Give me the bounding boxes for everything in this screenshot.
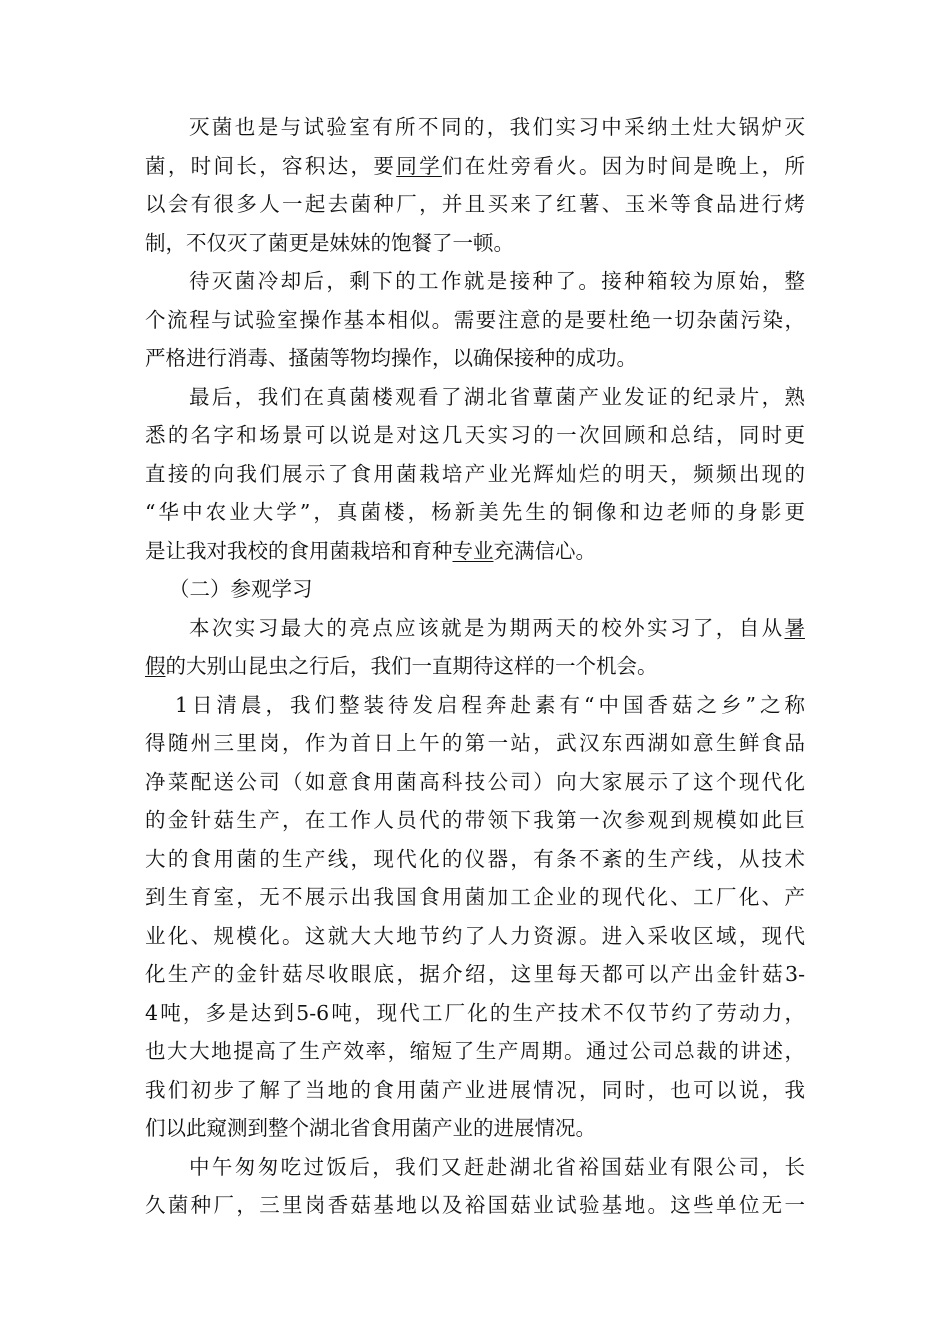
- paragraph-2-line-1: 待灭菌冷却后，剩下的工作就是接种了。接种箱较为原始，整: [189, 269, 805, 293]
- paragraph-3-line-4: “华中农业大学”，真菌楼，杨新美先生的铜像和边老师的身影更: [145, 500, 805, 524]
- paragraph-2-line-3: 严格进行消毒、搔菌等物均操作，以确保接种的成功。: [145, 346, 637, 370]
- paragraph-3-line-5: [145, 532, 805, 571]
- paragraph-5-line-11: 我们初步了解了当地的食用菌产业进展情况，同时，也可以说，我: [145, 1077, 805, 1102]
- text-span: 菌，时间长，容积达，要: [145, 153, 397, 178]
- paragraph-6-line-1: 中午匆匆吃过饭后，我们又赶赴湖北省裕国菇业有限公司，长: [189, 1154, 805, 1179]
- hyperlink-jia[interactable]: 假: [145, 654, 166, 678]
- paragraph-5-line-9: 4吨，多是达到5-6吨，现代工厂化的生产技术不仅节约了劳动力，: [145, 1000, 805, 1025]
- section-heading: （二）参观学习: [169, 577, 313, 601]
- paragraph-5-line-4: 的金针菇生产，在工作人员代的带领下我第一次参观到规模如此巨: [145, 808, 805, 832]
- paragraph-6-line-2: 久菌种厂，三里岗香菇基地以及裕国菇业试验基地。这些单位无一: [145, 1193, 805, 1217]
- document-body: [145, 108, 805, 1225]
- paragraph-5-line-7: 业化、规模化。这就大大地节约了人力资源。进入采收区域，现代: [145, 923, 805, 948]
- paragraph-3-line-2: 悉的名字和场景可以说是对这几天实习的一次回顾和总结，同时更: [145, 423, 805, 447]
- paragraph-5-line-3: 净菜配送公司（如意食用菌高科技公司）向大家展示了这个现代化: [145, 769, 805, 794]
- paragraph-5-line-2: 得随州三里岗，作为首日上午的第一站，武汉东西湖如意生鲜食品: [145, 731, 805, 755]
- text-span: 是让我对我校的食用菌栽培和育种: [145, 538, 453, 563]
- hyperlink-zhuanye[interactable]: 专业: [452, 538, 494, 563]
- hyperlink-tongxue[interactable]: 同学: [396, 153, 442, 178]
- paragraph-4-line-2: [145, 647, 805, 686]
- paragraph-5-line-10: 也大大地提高了生产效率，缩短了生产周期。通过公司总裁的讲述，: [145, 1039, 805, 1063]
- hyperlink-shu[interactable]: 暑: [784, 615, 805, 640]
- paragraph-1-line-4: 制，不仅灭了菌更是妹妹的饱餐了一顿。: [145, 230, 514, 255]
- paragraph-5-line-5: 大的食用菌的生产线，现代化的仪器，有条不紊的生产线，从技术: [145, 846, 805, 871]
- paragraph-3-line-3: 直接的向我们展示了食用菌栽培产业光辉灿烂的明天，频频出现的: [145, 461, 805, 486]
- paragraph-1-line-2: [145, 147, 805, 186]
- paragraph-5-line-8: 化生产的金针菇尽收眼底，据介绍，这里每天都可以产出金针菇3-: [145, 962, 805, 986]
- paragraph-3-line-1: 最后，我们在真菌楼观看了湖北省蕈菌产业发证的纪录片，熟: [189, 384, 805, 409]
- text-span: 本次实习最大的亮点应该就是为期两天的校外实习了，自从: [189, 615, 785, 640]
- text-span: 充满信心。: [493, 538, 596, 563]
- paragraph-1-line-1: 灭菌也是与试验室有所不同的，我们实习中采纳土灶大锅炉灭: [189, 115, 805, 139]
- paragraph-5-line-6: 到生育室，无不展示出我国食用菌加工企业的现代化、工厂化、产: [145, 885, 805, 909]
- paragraph-2-line-2: 个流程与试验室操作基本相似。需要注意的是要杜绝一切杂菌污染，: [145, 307, 805, 332]
- paragraph-1-line-3: 以会有很多人一起去菌种厂，并且买来了红薯、玉米等食品进行烤: [145, 192, 805, 216]
- paragraph-5-line-1: 1日清晨，我们整装待发启程奔赴素有“中国香菇之乡”之称: [175, 692, 805, 717]
- paragraph-4-line-1: [145, 609, 805, 648]
- text-span: 的大别山昆虫之行后，我们一直期待这样的一个机会。: [165, 654, 658, 678]
- paragraph-5-line-12: 们以此窥测到整个湖北省食用菌产业的进展情况。: [145, 1116, 596, 1140]
- text-span: 们在灶旁看火。因为时间是晚上，所: [441, 153, 806, 178]
